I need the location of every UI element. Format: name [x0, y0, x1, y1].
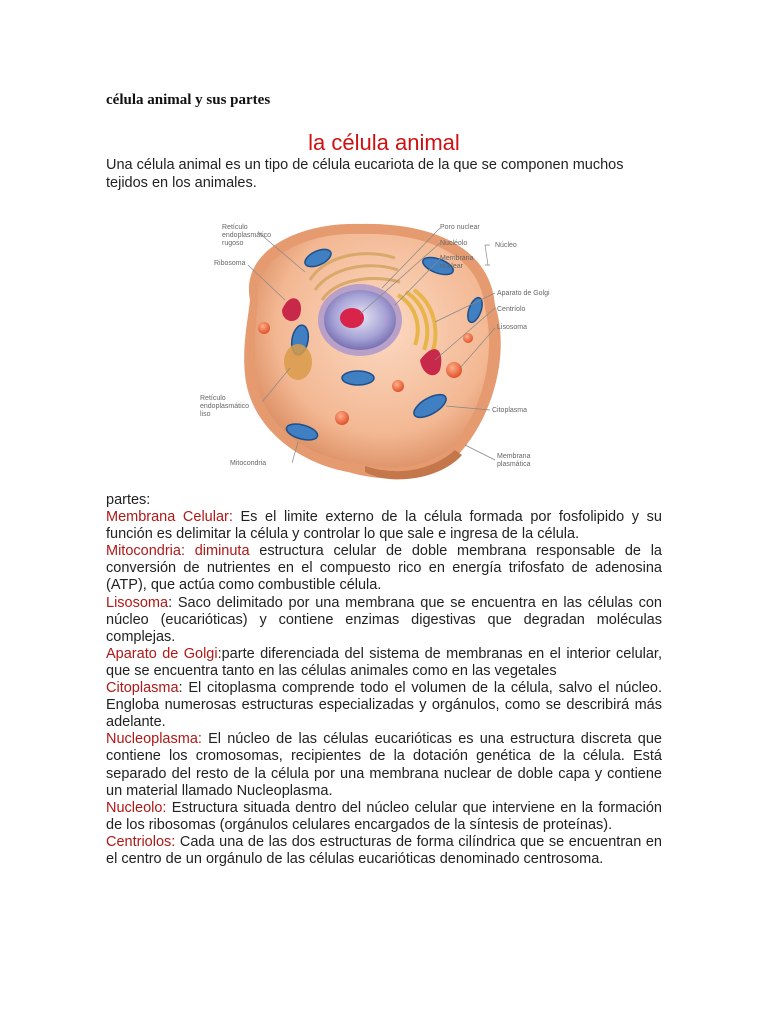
part-term: Mitocondria: diminuta — [106, 543, 250, 560]
label-lysosome: Lisosoma — [497, 324, 527, 331]
part-text: Estructura situada dentro del núcleo celular que interviene en la formación de los ribosomas (orgánulos celulares encargados de la síntesis de proteínas). — [106, 799, 662, 833]
label-smooth-er-2: endoplasmático — [200, 403, 250, 410]
part-term: Aparato de Golgi — [106, 645, 218, 662]
part-text: estructura celular de doble membrana responsable de la conversión de nutrientes en el compuesto rico en energía trifosfato de adenosina (ATP), que actúa como combustible célula. — [106, 543, 662, 594]
part-mitocondria — [106, 543, 662, 594]
animal-cell-diagram — [190, 210, 570, 490]
label-centriole: Centríolo — [497, 306, 526, 313]
label-rough-er-1: Retículo — [222, 224, 248, 231]
label-ribosome: Ribosoma — [214, 260, 246, 267]
part-term: Lisosoma — [106, 594, 169, 611]
part-nucleolo — [106, 800, 662, 834]
part-text: Cada una de las dos estructuras de forma cilíndrica que se encuentran en el centro de un orgánulo de las células eucarióticas denominado centrosoma. — [106, 833, 662, 867]
label-smooth-er-3: liso — [200, 411, 211, 418]
part-text: El núcleo de las células eucarióticas es una estructura discreta que contiene los cromosomas, recipientes de la dotación genética de la célula. Está separado del resto de la célula por una membrana nuclear de doble capa y contiene un material llamado Nucleoplasma. — [106, 731, 662, 799]
label-nucleolus: Nucléolo — [440, 240, 468, 247]
smooth-er-shape — [284, 344, 312, 380]
page-title: la célula animal — [308, 130, 460, 155]
label-plasma-membrane-2: plasmática — [497, 461, 531, 468]
part-term: Nucleoplasma: — [106, 731, 202, 748]
label-golgi: Aparato de Golgi — [497, 290, 550, 297]
label-smooth-er-1: Retículo — [200, 395, 226, 402]
label-rough-er-3: rugoso — [222, 240, 244, 247]
part-lisosoma — [106, 595, 662, 646]
part-text: : Saco delimitado por una membrana que se encuentra en las células con núcleo (eucarióticas) y contiene enzimas digestivas que degradan moléculas complejas. — [106, 594, 662, 645]
part-term: Citoplasma — [106, 680, 179, 697]
part-nucleoplasma — [106, 731, 662, 799]
label-nuclear-membrane-2: nuclear — [440, 263, 463, 270]
part-aparato-golgi — [106, 646, 662, 680]
label-nuclear-pore: Poro nuclear — [440, 224, 480, 231]
label-nuclear-membrane-1: Membrana — [440, 255, 474, 262]
part-text: :parte diferenciada del sistema de membranas en el interior celular, que se encuentra tanto en las células animales como en las vegetales — [106, 645, 662, 679]
part-term: Membrana Celular: — [106, 509, 233, 526]
part-term: Nucleolo: — [106, 799, 167, 816]
label-mitochondria: Mitocondria — [230, 460, 267, 467]
label-plasma-membrane-1: Membrana — [497, 453, 531, 460]
part-text: : El citoplasma comprende todo el volumen de la célula, salvo el núcleo. Engloba numerosas estructuras especializadas y orgánulos, como se describirá más adelante. — [106, 680, 662, 731]
label-nucleus: Núcleo — [495, 242, 517, 249]
part-citoplasma — [106, 680, 662, 731]
part-centriolos — [106, 834, 662, 868]
intro-paragraph: Una célula animal es un tipo de célula eucariota de la que se componen muchos tejidos en los animales. — [106, 157, 624, 191]
part-term: Centriolos: — [106, 833, 176, 850]
nucleus-shape — [318, 284, 402, 356]
part-text: Es el limite externo de la célula formada por fosfolipido y su función es delimitar la célula y controlar lo que sale e ingresa de la célula. — [106, 509, 662, 543]
part-membrana-celular — [106, 509, 662, 543]
label-rough-er-2: endoplasmático — [222, 232, 272, 239]
document-heading: célula animal y sus partes — [106, 92, 271, 108]
parts-section — [106, 492, 662, 868]
parts-heading: partes: — [106, 492, 151, 508]
label-cytoplasm: Citoplasma — [492, 407, 528, 414]
